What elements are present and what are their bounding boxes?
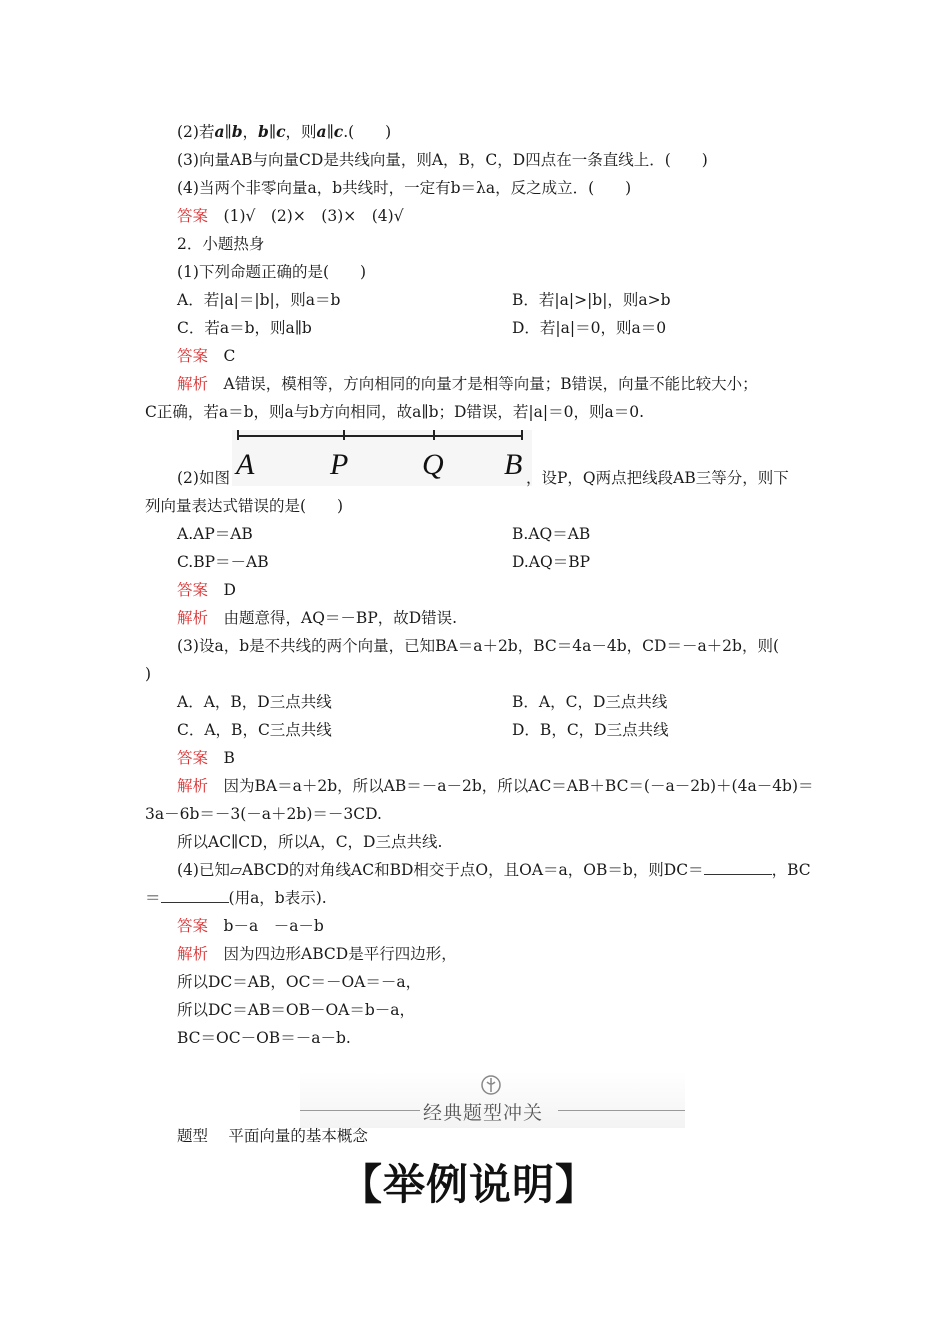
problem-1-option-b: B．若|a|>|b|，则a>b [512,291,671,309]
problem-3-option-d: D．B，C，D三点共线 [512,721,669,739]
answer-text: D [223,581,236,599]
problem-2-stem-c: 列向量表达式错误的是( ) [145,497,344,515]
problem-4-stem [177,860,811,880]
topic-heading: 题型 平面向量的基本概念 [177,1127,368,1145]
judgement-2-prefix: (2)若 [177,123,215,141]
problem-3-stem-cont: ) [145,665,152,683]
problem-2-answer [177,580,236,600]
problem-4-stem-cont [145,888,327,908]
problem-1-option-a: A．若|a|＝|b|，则a＝b [177,291,341,309]
answer-label: 答案 [177,917,209,935]
problem-4-analysis-2: 所以DC＝AB，OC＝－OA＝－a， [177,973,422,991]
emblem-icon [480,1074,502,1096]
problem-1-option-d: D．若|a|＝0，则a＝0 [512,319,667,337]
problem-2-option-d: D.AQ＝BP [512,553,591,571]
answer-blank-2 [161,888,229,903]
problem-2-option-c: C.BP＝－AB [177,553,269,571]
problem-3-option-b: B．A，C，D三点共线 [512,693,668,711]
example-banner: 【举例说明】 [340,1160,599,1209]
analysis-text: 因为BA＝a＋2b，所以AB＝－a－2b，所以AC＝AB＋BC＝(－a－2b)＋(4a－4b)＝ [223,777,814,795]
problem-3-analysis-cont: 3a－6b＝－3(－a＋2b)＝－3CD. [145,805,382,823]
answer-text: C [223,347,236,365]
point-label-b: B [504,448,523,481]
problem-3-option-a: A．A，B，D三点共线 [177,693,332,711]
point-label-q: Q [422,448,444,481]
analysis-label: 解析 [177,609,209,627]
answer-text: b－a －a－b [223,917,324,935]
problem-2-stem-a: (2)如图 [177,469,230,487]
judgement-4: (4)当两个非零向量a，b共线时，一定有b＝λa，反之成立．( ) [177,179,632,197]
point-label-a: A [236,448,255,481]
problem-4-analysis-4: BC＝OC－OB＝－a－b. [177,1029,351,1047]
analysis-text: A错误，模相等，方向相同的向量才是相等向量；B错误，向量不能比较大小； [223,375,758,393]
problem-4-stem-text: (4)已知▱ABCD的对角线AC和BD相交于点O，且OA＝a，OB＝b，则DC＝ [177,861,704,879]
answer-text: B [223,749,235,767]
problem-3-analysis [177,776,814,796]
problem-4-stem-note: (用a，b表示). [228,889,327,907]
divider-line-right [558,1110,685,1111]
analysis-text: 因为四边形ABCD是平行四边形， [223,945,457,963]
analysis-label: 解析 [177,945,209,963]
segment-figure [232,426,532,486]
judgement-3: (3)向量AB与向量CD是共线向量，则A，B，C，D四点在一条直线上．( ) [177,151,708,169]
answer-1 [177,206,404,226]
problem-3-stem: (3)设a，b是不共线的两个向量，已知BA＝a＋2b，BC＝4a－4b，CD＝－a＋2b，则( [177,637,780,655]
answer-blank-1 [704,860,772,875]
figure-background [232,430,532,486]
problem-4-analysis-3: 所以DC＝AB＝OB－OA＝b－a， [177,1001,416,1019]
answer-label: 答案 [177,581,209,599]
answer-label: 答案 [177,207,209,225]
divider-line-left [300,1110,420,1111]
problem-3-answer [177,748,235,768]
problem-2-option-b: B.AQ＝AB [512,525,591,543]
section-divider [300,1072,685,1128]
problem-1-analysis-cont: C正确，若a＝b，则a与b方向相同，故a∥b；D错误，若|a|＝0，则a＝0. [145,403,645,421]
problem-1-option-c: C．若a＝b，则a∥b [177,319,312,337]
problem-2-analysis [177,608,457,628]
problem-4-answer [177,916,324,936]
analysis-label: 解析 [177,375,209,393]
divider-label: 经典题型冲关 [423,1102,544,1124]
problem-1-analysis [177,374,758,394]
answer-text: (1)√ (2)× (3)× (4)√ [223,207,404,225]
problem-2-stem-b: ，设P，Q两点把线段AB三等分，则下 [526,469,789,487]
problem-1-answer [177,346,235,366]
section-heading: 2．小题热身 [177,235,265,253]
judgement-2: (2)若a∥b，b∥c，则a∥c.( ) [177,122,392,141]
analysis-label: 解析 [177,777,209,795]
problem-2-option-a: A.AP＝AB [177,525,253,543]
problem-3-analysis-conclusion: 所以AC∥CD，所以A，C，D三点共线. [177,833,443,851]
problem-3-option-c: C．A，B，C三点共线 [177,721,332,739]
answer-label: 答案 [177,347,209,365]
problem-4-stem-tail: ，BC [771,861,811,879]
problem-4-analysis [177,944,457,964]
problem-1-stem: (1)下列命题正确的是( ) [177,263,367,281]
analysis-text: 由题意得，AQ＝－BP，故D错误. [223,609,458,627]
equals-sign: ＝ [145,889,161,907]
point-label-p: P [330,448,349,481]
answer-label: 答案 [177,749,209,767]
